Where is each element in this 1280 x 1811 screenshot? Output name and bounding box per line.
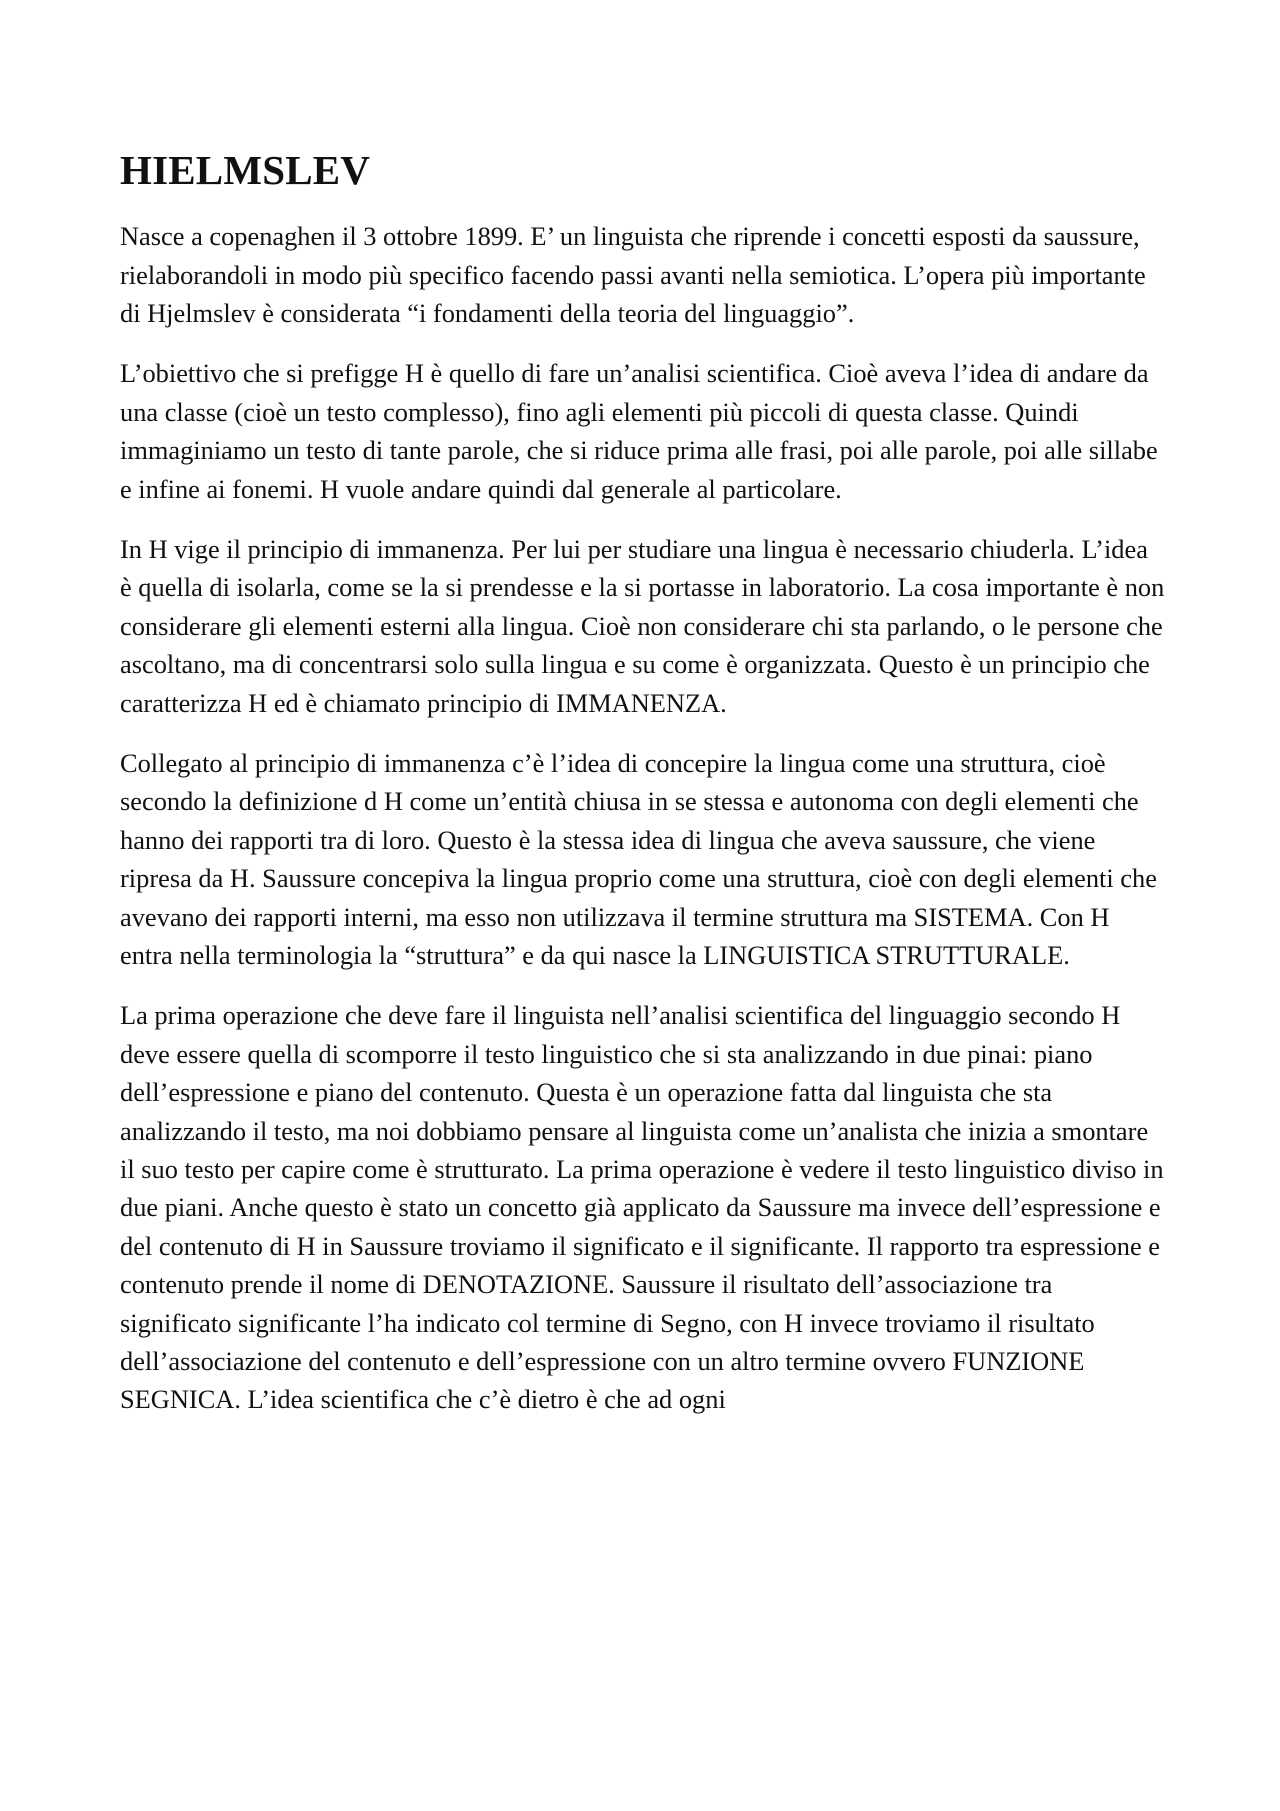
paragraph-objective: L’obiettivo che si prefigge H è quello di fare un’analisi scientifica. Cioè aveva l’idea di andare da una classe (cioè un testo complesso), fino agli elementi più piccoli di questa classe. Quindi immaginiamo un testo di tante parole, che si riduce prima alle frasi, poi alle parole, poi alle sillabe e infine ai fonemi. H vuole andare quindi dal generale al particolare. [120,358,1158,504]
paragraph-immanence: In H vige il principio di immanenza. Per lui per studiare una lingua è necessario chiuderla. L’idea è quella di isolarla, come se la si prendesse e la si portasse in laboratorio. La cosa importante è non considerare gli elementi esterni alla lingua. Cioè non considerare chi sta parlando, o le persone che ascoltano, ma di concentrarsi solo sulla lingua e su come è organizzata. Questo è un principio che caratterizza H ed è chiamato principio di IMMANENZA. [120,533,1165,718]
paragraph-first-operation: La prima operazione che deve fare il linguista nell’analisi scientifica del linguaggio secondo H deve essere quella di scomporre il testo linguistico che si sta analizzando in due pinai: piano dell’espressione e piano del contenuto. Questa è un operazione fatta dal linguista che sta analizzando il testo, ma noi dobbiamo pensare al linguista come un’analista che inizia a smontare il suo testo per capire come è strutturato. La prima operazione è vedere il testo linguistico diviso in due piani. Anche questo è stato un concetto già applicato da Saussure ma invece dell’espressione e del contenuto di H in Saussure troviamo il significato e il significante. Il rapporto tra espressione e contenuto prende il nome di DENOTAZIONE. Saussure il risultato dell’associazione tra significato significante l’ha indicato col termine di Segno, con H invece troviamo il risultato dell’associazione del contenuto e dell’espressione con un altro termine ovvero FUNZIONE SEGNICA. L’idea scientifica che c’è dietro è che ad ogni [120,1000,1164,1415]
document-title: HIELMSLEV [120,147,371,193]
paragraph-structure: Collegato al principio di immanenza c’è l’idea di concepire la lingua come una struttura, cioè secondo la definizione d H come un’entità chiusa in se stessa e autonoma con degli elementi che hanno dei rapporti tra di loro. Questo è la stessa idea di lingua che aveva saussure, che viene ripresa da H. Saussure concepiva la lingua proprio come una struttura, cioè con degli elementi che avevano dei rapporti interni, ma esso non utilizzava il termine struttura ma SISTEMA. Con H entra nella terminologia la “struttura” e da qui nasce la LINGUISTICA STRUTTURALE. [120,747,1157,970]
paragraph-biography: Nasce a copenaghen il 3 ottobre 1899. E’ un linguista che riprende i concetti esposti da saussure, rielaborandoli in modo più specifico facendo passi avanti nella semiotica. L’opera più importante di Hjelmslev è considerata “i fondamenti della teoria del linguaggio”. [120,221,1146,328]
document-body [120,148,1165,1441]
